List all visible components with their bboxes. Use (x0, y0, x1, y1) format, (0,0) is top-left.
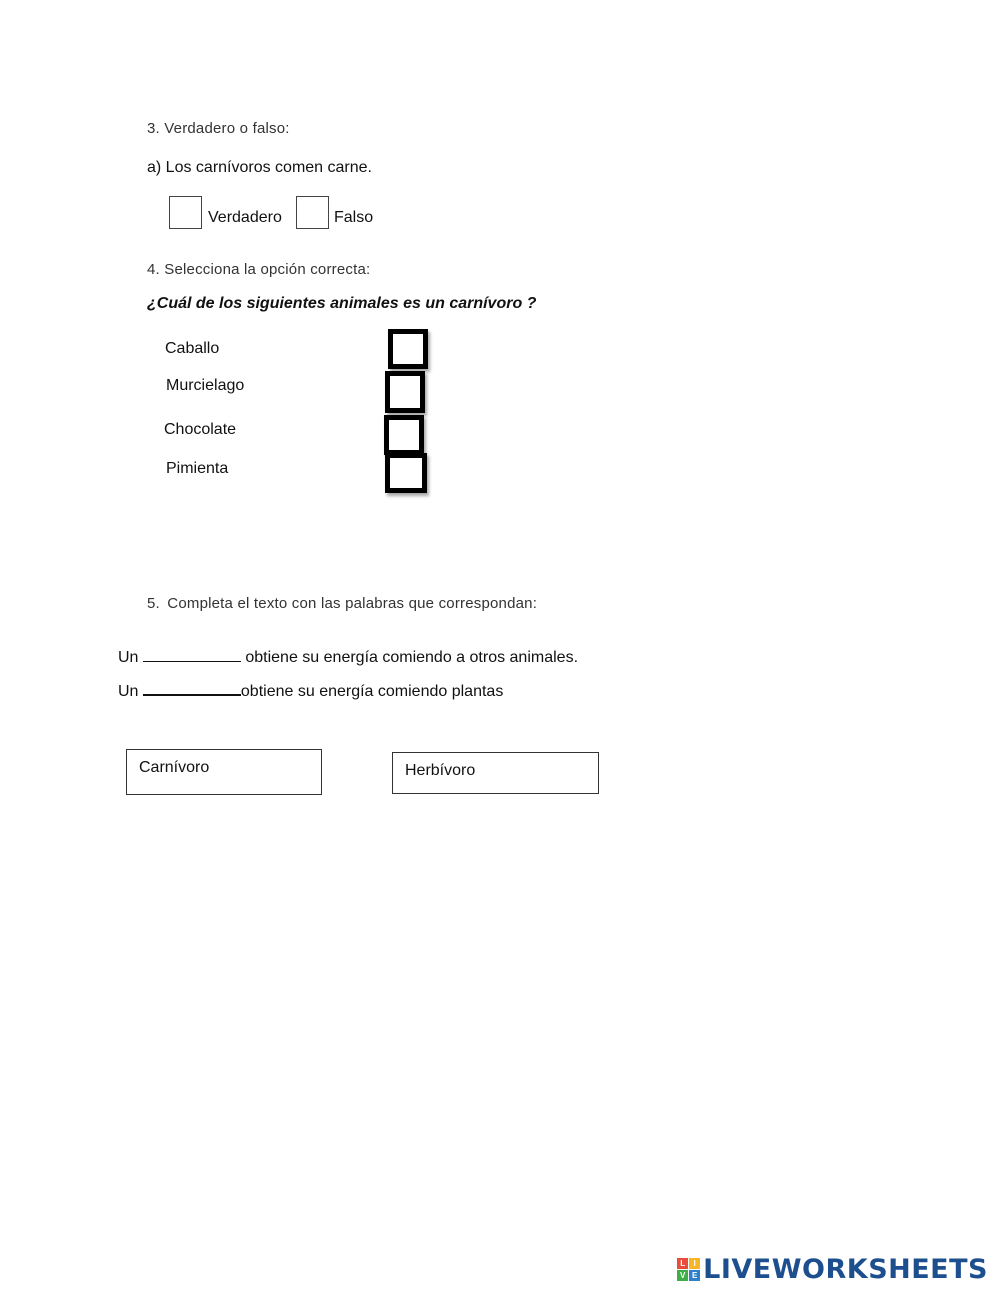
logo-mark-v: V (677, 1270, 688, 1281)
section-5-number: 5. (147, 595, 160, 612)
word-herbivoro-box[interactable] (392, 752, 599, 794)
fill-sentence-2 (118, 680, 503, 701)
logo-mark-icon (677, 1258, 700, 1281)
logo-mark-l: L (677, 1258, 688, 1269)
logo-mark-i: I (689, 1258, 700, 1269)
option-chocolate-checkbox[interactable] (384, 415, 424, 455)
false-option-label: Falso (334, 209, 374, 226)
word-carnivoro-label: Carnívoro (139, 759, 210, 776)
true-checkbox[interactable] (169, 196, 202, 229)
option-chocolate-label: Chocolate (164, 421, 237, 438)
option-caballo-label: Caballo (165, 340, 220, 357)
sentence-2-prefix: Un (118, 683, 139, 700)
section-5-heading (147, 595, 537, 612)
sentence-2-suffix: obtiene su energía comiendo plantas (240, 683, 504, 700)
fill-sentence-1 (118, 647, 578, 667)
option-pimienta-label: Pimienta (166, 460, 229, 477)
section-5-instruction: Completa el texto con las palabras que correspondan: (167, 595, 538, 612)
option-caballo-checkbox[interactable] (388, 329, 428, 369)
sentence-1-blank[interactable] (143, 647, 241, 662)
option-pimienta-checkbox[interactable] (385, 453, 427, 493)
word-carnivoro-box[interactable] (126, 749, 322, 795)
false-checkbox[interactable] (296, 196, 329, 229)
true-option-label: Verdadero (208, 209, 282, 226)
section-3-statement: a) Los carnívoros comen carne. (147, 159, 372, 176)
section-3-heading: 3. Verdadero o falso: (147, 120, 290, 137)
sentence-1-prefix: Un (118, 649, 139, 666)
sentence-1-suffix: obtiene su energía comiendo a otros animales. (245, 649, 579, 666)
liveworksheets-logo (677, 1254, 988, 1285)
word-herbivoro-label: Herbívoro (405, 762, 476, 779)
logo-mark-e: E (689, 1270, 700, 1281)
section-4-heading: 4. Selecciona la opción correcta: (147, 261, 371, 278)
option-murcielago-checkbox[interactable] (385, 371, 425, 413)
sentence-2-blank[interactable] (143, 680, 241, 696)
section-4-question: ¿Cuál de los siguientes animales es un carnívoro ? (147, 295, 537, 312)
logo-text: LIVEWORKSHEETS (703, 1254, 988, 1285)
option-murcielago-label: Murcielago (166, 377, 245, 394)
